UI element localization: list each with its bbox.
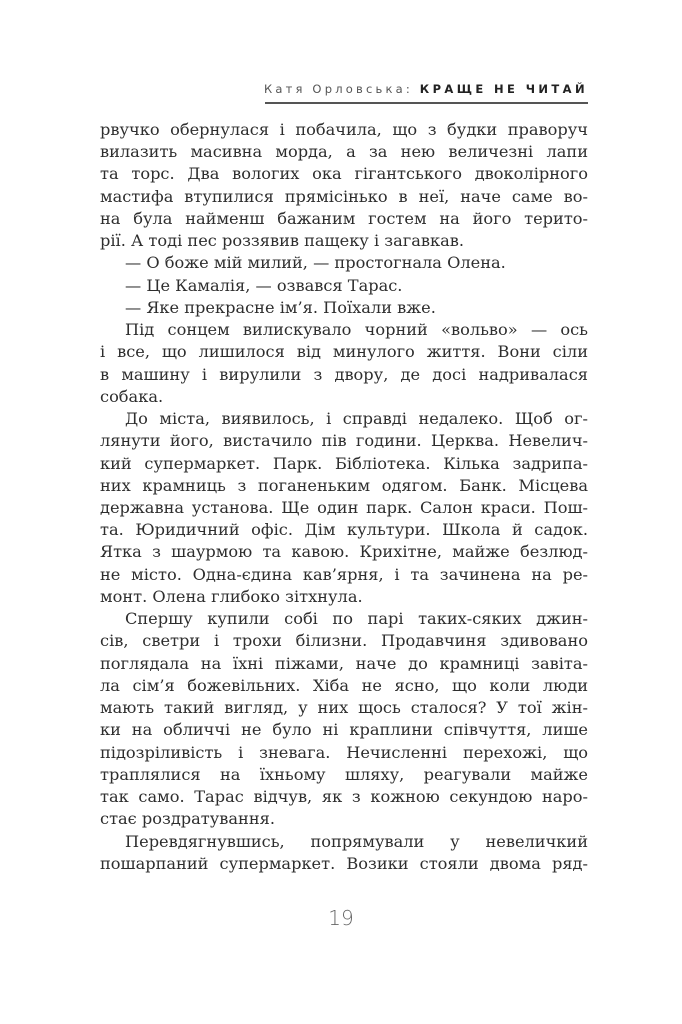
text-line: собака. [100,386,164,406]
text-line: — Яке прекрасне ім’я. Поїхали вже. [125,297,436,317]
header-book-title: КРАЩЕ НЕ ЧИТАЙ [419,82,588,96]
text-line: Під сонцем вилискувало чорний «вольво» — ось [125,320,588,340]
text-line: та. Юридичний офіс. Дім культури. Школа й садок. [100,520,588,540]
text-line: поглядала на їхні піжами, наче до крамниці завіта- [100,653,588,673]
text-line: — Це Камалія, — озвався Тарас. [125,275,403,295]
text-line: монт. Олена глибоко зітхнула. [100,586,363,606]
text-line: в машину і вирулили з двору, де досі надривалася [100,364,588,384]
text-line: мастифа втупилися прямісінько в неї, наче саме во- [100,186,588,206]
text-line: — О боже мій милий, — простогнала Олена. [125,253,506,273]
text-line: ки на обличчі не було ні краплини співчуття, лише [100,720,588,740]
text-line: мають такий вигляд, у них щось сталося? У тої жін- [100,698,588,718]
text-line: лянути його, вистачило пів години. Церква. Невелич- [100,431,588,451]
header-rule [265,102,588,104]
text-line: державна установа. Ще один парк. Салон краси. Пош- [100,497,588,517]
text-line: ла сім’я божевільних. Хіба не ясно, що коли люди [100,675,588,695]
text-line: підозріливість і зневага. Нечисленні перехожі, що [100,742,588,762]
text-line: До міста, виявилось, і справді недалеко. Щоб ог- [125,409,588,429]
text-line: і все, що лишилося від минулого життя. Вони сіли [100,342,588,362]
text-line: них крамниць з поганеньким одягом. Банк. Місцева [100,475,588,495]
text-line: рії. А тоді пес роззявив пащеку і загавкав. [100,231,465,251]
text-line: кий супермаркет. Парк. Бібліотека. Кілька задрипа- [100,453,588,473]
text-line: Ятка з шаурмою та кавою. Крихітне, майже безлюд- [100,542,588,562]
text-line: Спершу купили собі по парі таких-сяких джин- [125,609,588,629]
text-line: не місто. Одна-єдина кав’ярня, і та зачинена на ре- [100,564,588,584]
text-line: траплялися на їхньому шляху, реагували майже [100,764,588,784]
body-text [100,119,588,875]
text-line: пошарпаний супермаркет. Возики стояли двома ряд- [100,853,588,873]
text-line: Перевдягнувшись, попрямували у невеличкий [125,831,588,851]
text-line: на була найменш бажаним гостем на його терито- [100,208,588,228]
text-line: та торс. Два вологих ока гігантського двоколірного [100,164,588,184]
text-line: сів, светри і трохи білизни. Продавчиня здивовано [100,631,588,651]
running-header [200,82,588,96]
text-line: вилазить масивна морда, а за нею величезні лапи [100,142,588,162]
text-line: стає роздратування. [100,809,275,829]
header-author: Катя Орловська: [263,82,413,96]
text-line: так само. Тарас відчув, як з кожною секундою наро- [100,787,588,807]
page-number: 19 [328,906,354,930]
text-line: рвучко обернулася і побачила, що з будки праворуч [100,120,588,139]
